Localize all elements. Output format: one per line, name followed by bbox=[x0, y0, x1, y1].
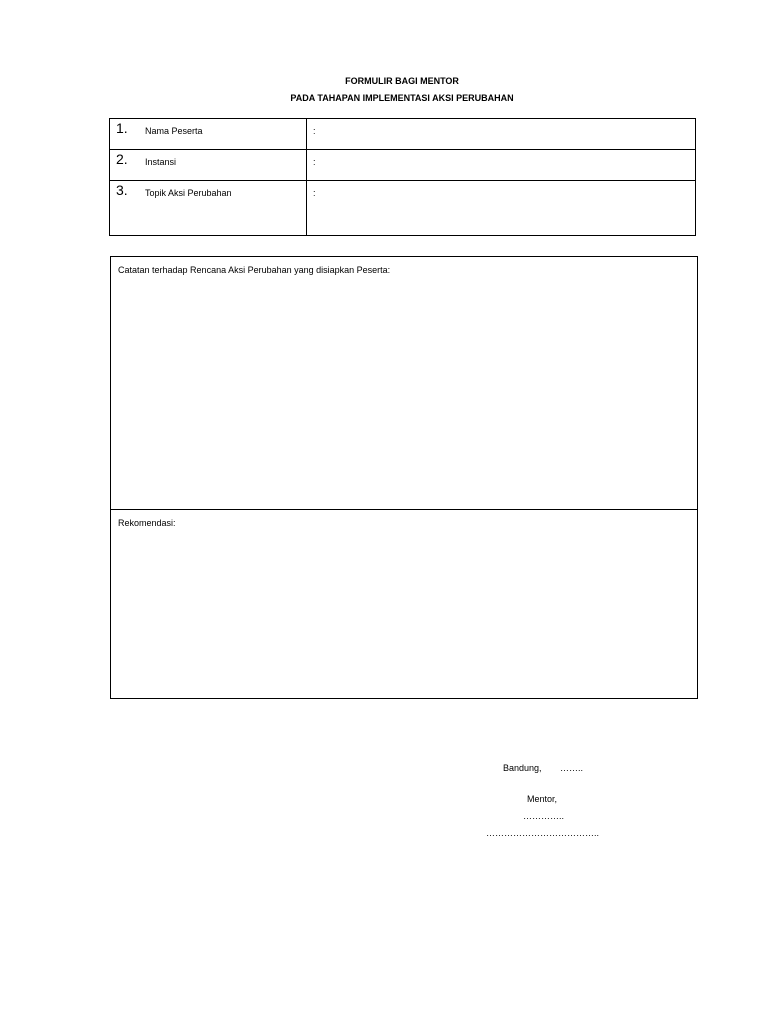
row-number: 3. bbox=[116, 182, 128, 198]
instansi-label: Instansi bbox=[145, 157, 177, 167]
form-title: FORMULIR BAGI MENTOR bbox=[345, 76, 459, 86]
form-subtitle: PADA TAHAPAN IMPLEMENTASI AKSI PERUBAHAN bbox=[290, 93, 514, 103]
table-row bbox=[110, 119, 696, 150]
table-row bbox=[110, 181, 696, 236]
signature-date-placeholder: …….. bbox=[560, 763, 584, 773]
topik-field[interactable]: : bbox=[307, 181, 696, 236]
signature-city: Bandung, bbox=[503, 763, 542, 773]
catatan-box[interactable] bbox=[110, 256, 698, 510]
signature-name-placeholder: ………….. bbox=[523, 811, 565, 821]
participant-info-table bbox=[109, 118, 696, 236]
row-number: 1. bbox=[116, 120, 128, 136]
table-row bbox=[110, 150, 696, 181]
nama-peserta-field[interactable]: : bbox=[307, 119, 696, 150]
rekomendasi-label: Rekomendasi: bbox=[118, 518, 176, 528]
nama-peserta-label: Nama Peserta bbox=[145, 126, 203, 136]
instansi-field[interactable]: : bbox=[307, 150, 696, 181]
signature-line: ……………………………….. bbox=[486, 828, 600, 838]
rekomendasi-box[interactable] bbox=[110, 509, 698, 699]
row-number: 2. bbox=[116, 151, 128, 167]
signature-role: Mentor, bbox=[527, 794, 558, 804]
topik-label: Topik Aksi Perubahan bbox=[145, 188, 232, 198]
catatan-label: Catatan terhadap Rencana Aksi Perubahan yang disiapkan Peserta: bbox=[118, 265, 391, 275]
